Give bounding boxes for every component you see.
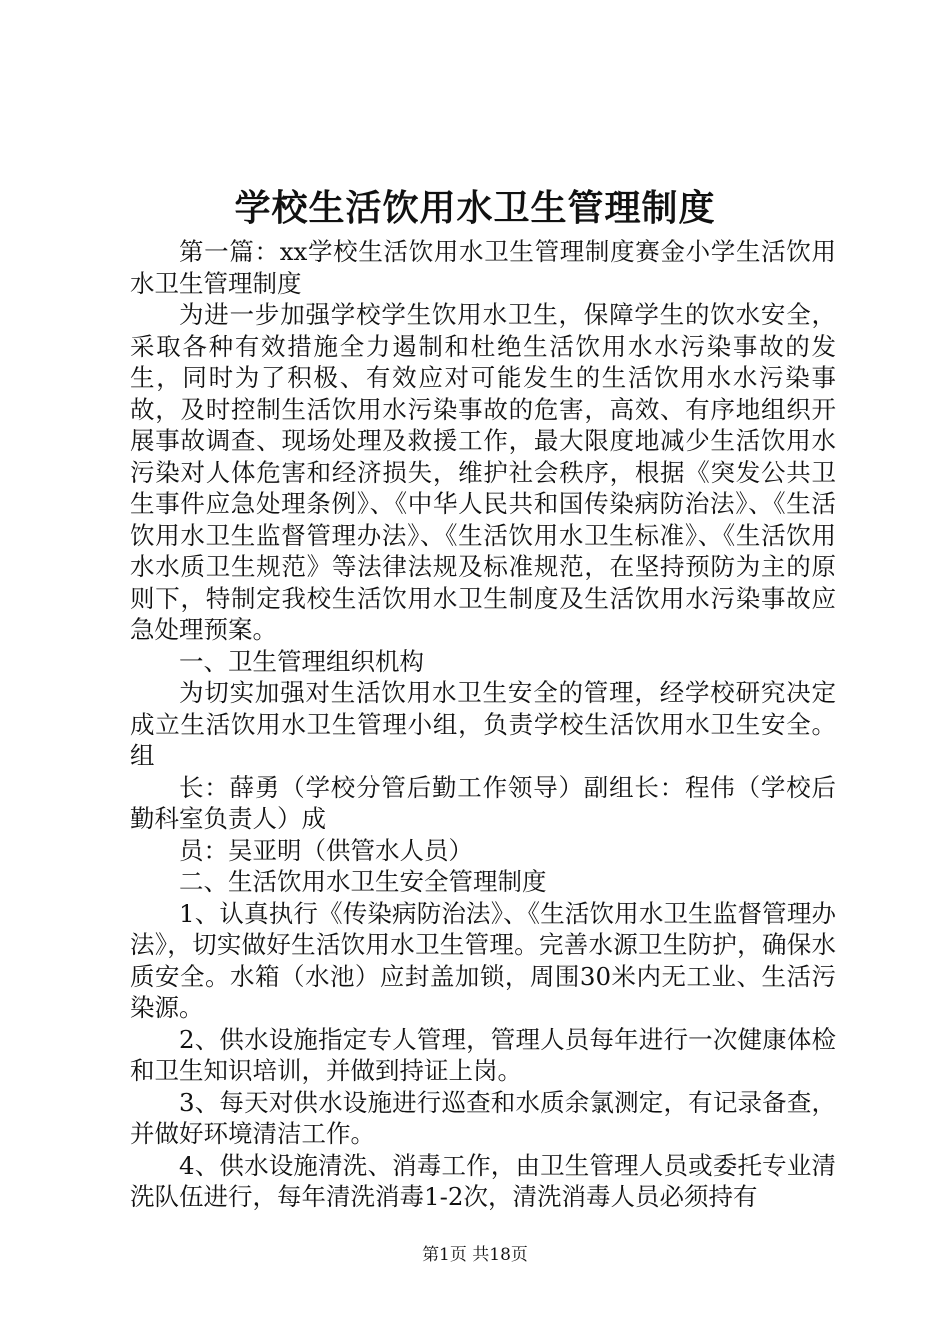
paragraph-leaders: 长：薛勇（学校分管后勤工作领导）副组长：程伟（学校后勤科室负责人）成 (130, 772, 836, 833)
rule-item-2: 2、供水设施指定专人管理，管理人员每年进行一次健康体检和卫生知识培训，并做到持证上岗。 (130, 1024, 836, 1085)
paragraph-organization: 为切实加强对生活饮用水卫生安全的管理，经学校研究决定成立生活饮用水卫生管理小组，负责学校生活饮用水卫生安全。组 (130, 678, 836, 770)
paragraph-intro: 为进一步加强学校学生饮用水卫生，保障学生的饮水安全，采取各种有效措施全力遏制和杜绝生活饮用水水污染事故的发生，同时为了积极、有效应对可能发生的生活饮用水水污染事故，及时控制生活饮用水污染事故的危害，高效、有序地组织开展事故调查、现场处理及救援工作，最大限度地减少生活饮用水污染对人体危害和经济损失，维护社会秩序，根据《突发公共卫生事件应急处理条例》、《中华人民共和国传染病防治法》、《生活饮用水卫生监督管理办法》、《生活饮用水卫生标准》、《生活饮用水水质卫生规范》等法律法规及标准规范，在坚持预防为主的原则下，特制定我校生活饮用水卫生制度及生活饮用水污染事故应急处理预案。 (130, 300, 836, 644)
section-heading-organization: 一、卫生管理组织机构 (179, 646, 424, 676)
paragraph-heading-first-article: 第一篇：xx学校生活饮用水卫生管理制度赛金小学生活饮用水卫生管理制度 (130, 237, 836, 298)
rule-item-1: 1、认真执行《传染病防治法》、《生活饮用水卫生监督管理办法》，切实做好生活饮用水卫生管理。完善水源卫生防护，确保水质安全。水箱（水池）应封盖加锁，周围30米内无工业、生活污染源。 (130, 898, 836, 1022)
document-title: 学校生活饮用水卫生管理制度 (234, 187, 716, 229)
section-heading-rules: 二、生活饮用水卫生安全管理制度 (179, 867, 547, 896)
rule-item-4: 4、供水设施清洗、消毒工作，由卫生管理人员或委托专业清洗队伍进行，每年清洗消毒1-2次，清洗消毒人员必须持有 (130, 1150, 836, 1211)
paragraph-members: 员：吴亚明（供管水人员） (179, 835, 473, 865)
page-footer: 第1页 共18页 (422, 1245, 528, 1265)
document-body (130, 236, 836, 1213)
rule-item-3: 3、每天对供水设施进行巡查和水质余氯测定，有记录备查，并做好环境清洁工作。 (130, 1087, 836, 1148)
